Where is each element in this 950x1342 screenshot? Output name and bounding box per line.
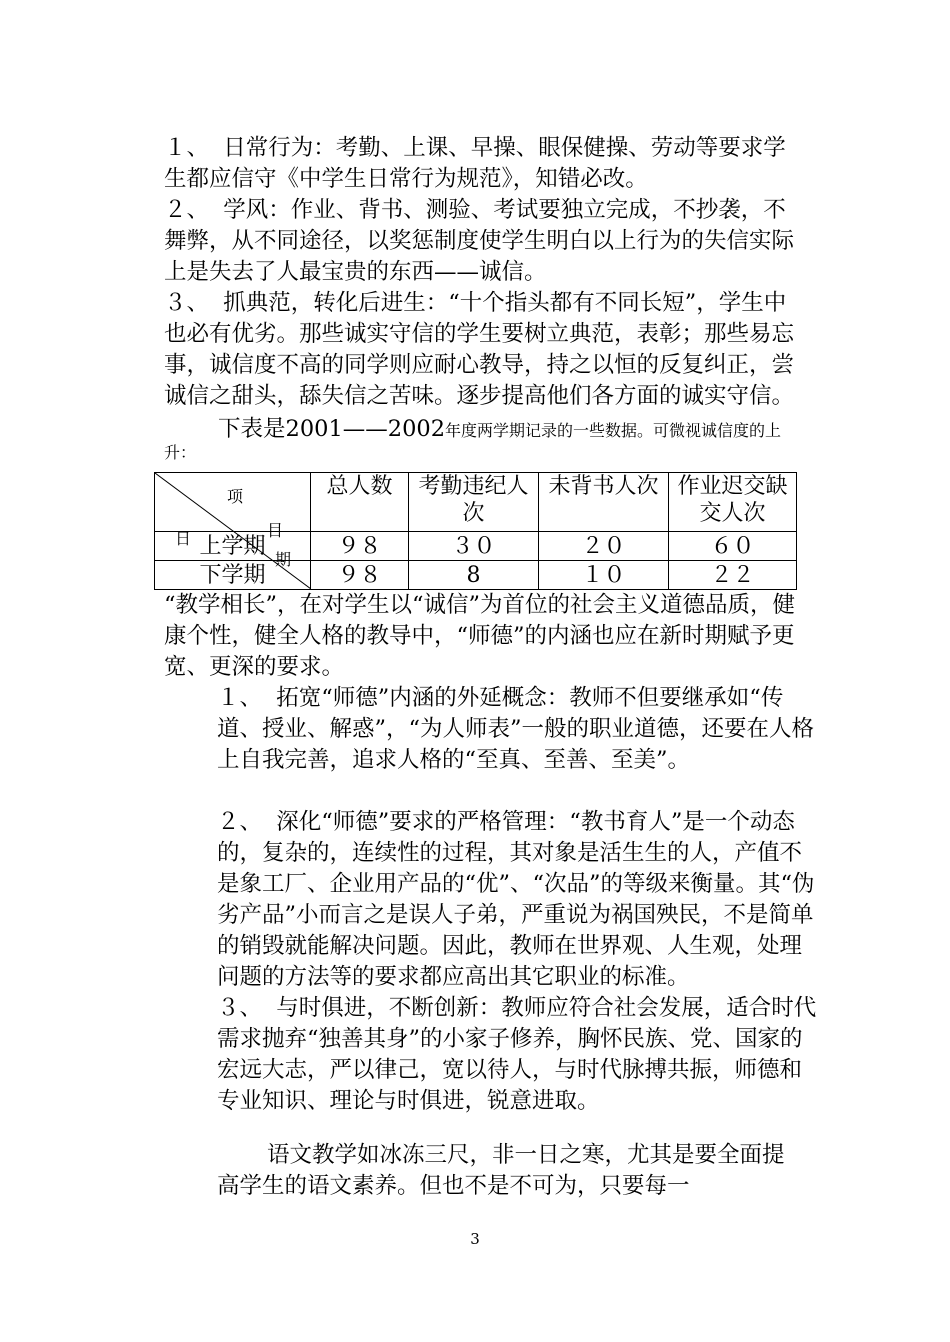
page-number: 3 bbox=[470, 1230, 480, 1248]
table-intro bbox=[164, 418, 804, 464]
row-label-text: 上学期 bbox=[199, 533, 266, 559]
cell-value: ６０ bbox=[669, 532, 797, 561]
section2-intro: “教学相长”，在对学生以“诚信”为首位的社会主义道德品质，健康个性，健全人格的教导中，“师德”的内涵也应在新时期赋予更宽、更深的要求。 bbox=[164, 592, 796, 680]
table-intro-lead: 下表是 bbox=[218, 416, 286, 442]
row-label-first-term bbox=[155, 532, 311, 569]
row-label-second-term: 下学期 bbox=[155, 561, 311, 590]
cell-value: ９８ bbox=[311, 532, 409, 561]
cell-value: 8 bbox=[409, 561, 539, 590]
corner-label-item: 项 bbox=[227, 487, 244, 506]
table-intro-rest: 年度两学期记录的一些数据。可微视诚信度的上升： bbox=[164, 421, 782, 462]
header-total: 总人数 bbox=[311, 473, 409, 532]
header-attendance: 考勤违纪人次 bbox=[409, 473, 539, 532]
header-homework: 作业迟交缺交人次 bbox=[669, 473, 797, 532]
closing-paragraph: 语文教学如冰冻三尺，非一日之寒，尤其是要全面提高学生的语文素养。但也不是不可为，只要每一 bbox=[217, 1142, 785, 1199]
cell-value: ２０ bbox=[539, 532, 669, 561]
table-intro-years: 2001——2002 bbox=[285, 416, 446, 442]
item-3-role-models: ３、 抓典范，转化后进生：“十个指头都有不同长短”，学生中也必有优劣。那些诚实守信的学生要树立典范，表彰；那些易忘事，诚信度不高的同学则应耐心教导，持之以恒的反复纠正，尝诚信之甜头，舔失信之苦味。逐步提高他们各方面的诚实守信。 bbox=[164, 290, 795, 409]
table-row bbox=[155, 532, 797, 561]
corner-label-mu: 目 bbox=[267, 521, 284, 540]
item-1-daily-behavior: １、 日常行为：考勤、上课、早操、眼保健操、劳动等要求学生都应信守《中学生日常行为规范》，知错必改。 bbox=[164, 135, 786, 192]
teacher-item-3: ３、 与时俱进，不断创新：教师应符合社会发展，适合时代需求抛弃“独善其身”的小家子修养，胸怀民族、党、国家的宏远大志，严以律己，宽以待人，与时代脉搏共振，师德和专业知识、理论与时俱进，锐意进取。 bbox=[217, 995, 817, 1114]
cell-value: １０ bbox=[539, 561, 669, 590]
teacher-item-1: １、 拓宽“师德”内涵的外延概念：教师不但要继承如“传道、授业、解惑”，“为人师表”一般的职业道德，还要在人格上自我完善，追求人格的“至真、至善、至美”。 bbox=[217, 685, 815, 773]
cell-value: ９８ bbox=[311, 561, 409, 590]
cell-value: ３０ bbox=[409, 532, 539, 561]
header-recitation: 未背书人次 bbox=[539, 473, 669, 532]
corner-label-qi: 期 bbox=[275, 550, 292, 569]
integrity-stats-table bbox=[154, 472, 797, 590]
cell-value: ２２ bbox=[669, 561, 797, 590]
table-header-row bbox=[155, 473, 797, 532]
teacher-item-2: ２、 深化“师德”要求的严格管理：“教书育人”是一个动态的，复杂的，连续性的过程，其对象是活生生的人，产值不是象工厂、企业用产品的“优”、“次品”的等级来衡量。其“伪劣产品”小而言之是误人子弟，严重说为祸国殃民，不是简单的销毁就能解决问题。因此，教师在世界观、人生观，处理问题的方法等的要求都应高出其它职业的标准。 bbox=[217, 809, 815, 990]
corner-label-ri: 日 bbox=[175, 529, 192, 548]
item-2-study-style: ２、 学风：作业、背书、测验、考试要独立完成，不抄袭，不舞弊，从不同途径，以奖惩制度使学生明白以上行为的失信实际上是失去了人最宝贵的东西——诚信。 bbox=[164, 197, 795, 285]
